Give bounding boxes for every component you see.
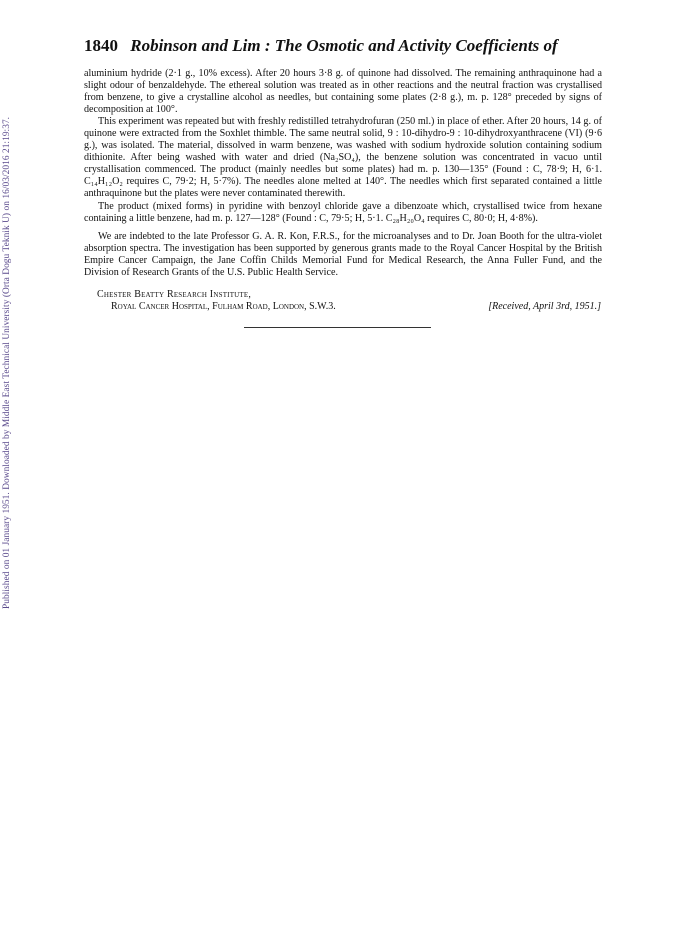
paragraph-3: The product (mixed forms) in pyridine with benzoyl chloride gave a dibenzoate which, crystallised twice from hexane containing a little benzene, had m. p. 127—128° (Found : C, 79·5; H, 5·1. C₂₈H₂₀O₄ requires C, 80·0; H, 4·8%). (84, 200, 602, 224)
page-number: 1840 (84, 36, 118, 55)
address-line: Royal Cancer Hospital, Fulham Road, London, S.W.3. (111, 301, 336, 312)
download-watermark (2, 44, 16, 609)
affiliation-block (97, 289, 601, 313)
institute-line: Chester Beatty Research Institute, (97, 289, 252, 300)
end-rule (244, 327, 431, 328)
article-body (84, 68, 602, 279)
running-title: Robinson and Lim : The Osmotic and Activity Coefficients of (130, 36, 558, 55)
running-header (84, 36, 604, 56)
paragraph-2: This experiment was repeated but with freshly redistilled tetrahydrofuran (250 ml.) in place of ether. After 20 hours, 14 g. of quinone were extracted from the Soxhlet thimble. The same neutral solid, 9 : 10-dihydro-9 : 10-dihydroxyanthracene (VI) (9·6 g.), was isolated. The material, dissolved in warm benzene, was washed with sodium hydroxide solution containing sodium dithionite. After being washed with water and dried (Na₂SO₄), the benzene solution was concentrated in vacuo until crystallisation commenced. The product (mainly needles but some plates) had m. p. 130—135° (Found : C, 78·9; H, 6·1. C₁₄H₁₂O₂ requires C, 79·2; H, 5·7%). The needles alone melted at 140°. The needles which first separated contained a little anthraquinone but the plates were never contaminated therewith. (84, 116, 602, 200)
paragraph-1: aluminium hydride (2·1 g., 10% excess). After 20 hours 3·8 g. of quinone had dissolved. The remaining anthraquinone had a slight odour of benzaldehyde. The ethereal solution was treated as in other reactions and the neutral fraction was crystallised from benzene, to give a crystalline alcohol as needles, but containing some plates (2·8 g.), m. p. 128° preceded by signs of decomposition at 100°. (84, 68, 602, 116)
received-date: [Received, April 3rd, 1951.] (488, 301, 601, 312)
download-note: Published on 01 January 1951. Downloaded by Middle East Technical University (Orta Dogu Teknik U) on 16/03/2016 21:19:37. (2, 116, 12, 609)
acknowledgements: We are indebted to the late Professor G. A. R. Kon, F.R.S., for the microanalyses and to Dr. Joan Booth for the ultra-violet absorption spectra. The investigation has been supported by generous grants made to the Royal Cancer Hospital by the British Empire Cancer Campaign, the Jane Coffin Childs Memorial Fund for Medical Research, the Anna Fuller Fund, and the Division of Research Grants of the U.S. Public Health Service. (84, 230, 602, 278)
